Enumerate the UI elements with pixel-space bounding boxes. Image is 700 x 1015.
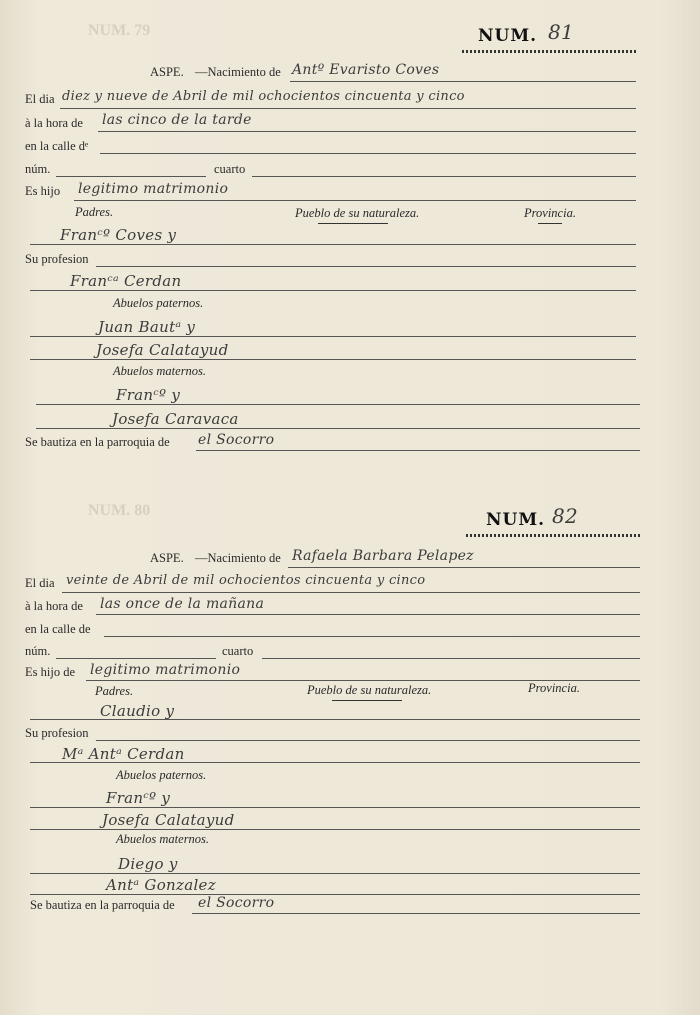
paternal-line-2 [30, 359, 636, 360]
father-line [30, 244, 636, 245]
hour-label: à la hora de [25, 116, 83, 130]
number-line [56, 176, 206, 177]
maternal-line-1 [36, 404, 640, 405]
profession-label: Su profesion [25, 252, 89, 266]
hour-field: las cinco de la tarde [102, 112, 252, 128]
maternal-header: Abuelos maternos. [116, 832, 210, 846]
decorative-rule [466, 534, 642, 537]
record-number-value: 81 [548, 20, 575, 44]
room-line [262, 658, 640, 659]
hour-field: las once de la mañana [100, 596, 265, 612]
province-header: Provincia. [528, 681, 580, 695]
parish-field: el Socorro [198, 432, 275, 448]
maternal-grandfather-field: Franᶜº y [116, 386, 181, 404]
birth-label: —Nacimiento de [195, 65, 281, 79]
paternal-line-2 [30, 829, 640, 830]
street-line [104, 636, 640, 637]
paternal-header: Abuelos paternos. [116, 768, 207, 782]
record-number-label: NUM. [486, 510, 546, 530]
maternal-line-2 [36, 428, 640, 429]
paternal-header: Abuelos paternos. [113, 296, 204, 310]
record-number-label: NUM. [478, 26, 538, 46]
number-line [56, 658, 216, 659]
parish-line [196, 450, 640, 451]
day-label: El dia [25, 92, 55, 106]
room-line [252, 176, 636, 177]
profession-line [96, 266, 636, 267]
room-label: cuarto [222, 644, 254, 658]
mother-line [30, 290, 636, 291]
paternal-grandmother-field: Josefa Calatayud [102, 811, 235, 829]
maternal-grandmother-field: Josefa Caravaca [112, 410, 239, 428]
mother-line [30, 762, 640, 763]
name-line [288, 567, 640, 568]
paternal-line-1 [30, 807, 640, 808]
child-name-field: Antº Evaristo Coves [292, 62, 440, 78]
parents-header: Padres. [95, 684, 134, 698]
maternal-header: Abuelos maternos. [113, 364, 207, 378]
hour-line [98, 131, 636, 132]
town-label: ASPE. [150, 551, 184, 565]
day-line [62, 592, 640, 593]
son-label: Es hijo [25, 184, 61, 198]
street-label: en la calle dᵉ [25, 139, 89, 153]
son-field: legitimo matrimonio [78, 181, 229, 197]
decorative-rule [462, 50, 636, 53]
parish-line [192, 913, 640, 914]
day-label: El dia [25, 576, 55, 590]
hometown-header: Pueblo de su naturaleza. [307, 683, 432, 697]
day-field: veinte de Abril de mil ochocientos cincuenta y cinco [66, 573, 426, 588]
header-underline [318, 223, 388, 224]
maternal-grandmother-field: Antᵃ Gonzalez [106, 876, 216, 894]
room-label: cuarto [214, 162, 246, 176]
bleed-through-mark: NUM. 80 [88, 502, 151, 519]
hour-line [96, 614, 640, 615]
son-label: Es hijo de [25, 665, 75, 679]
mother-field: Mᵃ Antᵃ Cerdan [62, 745, 185, 763]
paternal-grandmother-field: Josefa Calatayud [96, 341, 229, 359]
profession-line [96, 740, 640, 741]
child-name-field: Rafaela Barbara Pelapez [292, 548, 474, 564]
town-label: ASPE. [150, 65, 184, 79]
baptism-label: Se bautiza en la parroquia de [30, 898, 175, 912]
son-line [74, 200, 636, 201]
number-label: núm. [25, 162, 51, 176]
hometown-header: Pueblo de su naturaleza. [295, 206, 420, 220]
paternal-line-1 [30, 336, 636, 337]
street-label: en la calle de [25, 622, 91, 636]
maternal-grandfather-field: Diego y [118, 855, 178, 873]
maternal-line-2 [30, 894, 640, 895]
birth-label: —Nacimiento de [195, 551, 281, 565]
baptism-label: Se bautiza en la parroquia de [25, 435, 170, 449]
name-line [290, 81, 636, 82]
parish-field: el Socorro [198, 895, 275, 911]
street-line [100, 153, 636, 154]
day-field: diez y nueve de Abril de mil ochocientos cincuenta y cinco [62, 89, 465, 104]
profession-label: Su profesion [25, 726, 89, 740]
day-line [60, 108, 636, 109]
number-label: núm. [25, 644, 51, 658]
paternal-grandfather-field: Franᶜº y [106, 789, 171, 807]
son-field: legitimo matrimonio [90, 662, 241, 678]
paternal-grandfather-field: Juan Bautᵃ y [98, 318, 196, 336]
father-field: Claudio y [100, 702, 175, 720]
bleed-through-mark: NUM. 79 [88, 22, 151, 39]
parents-header: Padres. [75, 205, 114, 219]
record-number-value: 82 [552, 504, 579, 528]
province-header: Provincia. [524, 206, 576, 220]
maternal-line-1 [30, 873, 640, 874]
header-underline [538, 223, 562, 224]
father-line [30, 719, 640, 720]
header-underline [332, 700, 402, 701]
mother-field: Franᶜᵃ Cerdan [70, 272, 182, 290]
father-field: Franᶜº Coves y [60, 226, 177, 244]
hour-label: à la hora de [25, 599, 83, 613]
